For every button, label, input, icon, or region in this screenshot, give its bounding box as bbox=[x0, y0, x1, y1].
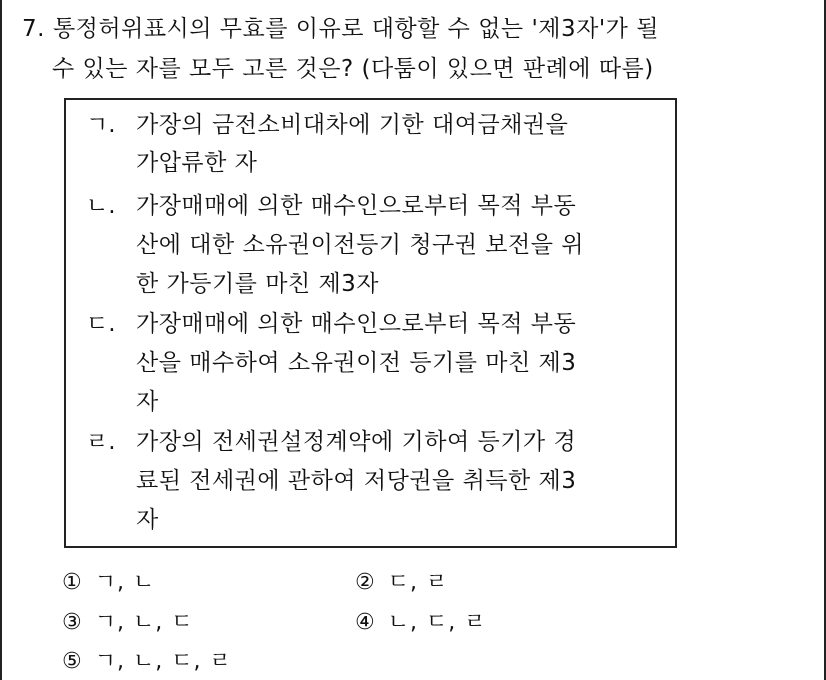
choice-2-text: ㄷ, ㄹ bbox=[387, 570, 449, 595]
choice-4[interactable] bbox=[355, 609, 486, 637]
item-c-line-2: 산을 매수하여 소유권이전 등기를 마친 제3 bbox=[136, 350, 577, 376]
choice-3-number: ③ bbox=[62, 610, 83, 635]
choice-1-text: ㄱ, ㄴ bbox=[94, 570, 156, 595]
choice-4-text: ㄴ, ㄷ, ㄹ bbox=[387, 610, 487, 635]
choice-3[interactable] bbox=[62, 609, 193, 637]
item-b-line-1: 가장매매에 의한 매수인으로부터 목적 부동 bbox=[136, 193, 577, 219]
item-b-line-2: 산에 대한 소유권이전등기 청구권 보전을 위 bbox=[136, 232, 584, 258]
choice-3-text: ㄱ, ㄴ, ㄷ bbox=[94, 610, 194, 635]
choice-5-text: ㄱ, ㄴ, ㄷ, ㄹ bbox=[94, 649, 232, 674]
item-d-line-3: 자 bbox=[136, 507, 159, 533]
choice-2-number: ② bbox=[355, 570, 376, 595]
choice-1[interactable] bbox=[62, 569, 155, 597]
question-text-2: 수 있는 자를 모두 고른 것은? (다툼이 있으면 판례에 따름) bbox=[52, 56, 654, 82]
page-border-left bbox=[0, 0, 2, 680]
item-b-line-3: 한 가등기를 마친 제3자 bbox=[136, 271, 380, 297]
items-box bbox=[64, 98, 677, 548]
question-text-1: 통정허위표시의 무효를 이유로 대항할 수 없는 '제3자'가 될 bbox=[52, 16, 659, 42]
item-marker-c: ㄷ. bbox=[86, 311, 116, 337]
choice-5[interactable] bbox=[62, 648, 232, 676]
choice-2[interactable] bbox=[355, 569, 448, 597]
item-a-line-2: 가압류한 자 bbox=[136, 150, 258, 176]
choice-4-number: ④ bbox=[355, 610, 376, 635]
question-number: 7. bbox=[22, 16, 45, 42]
item-marker-d: ㄹ. bbox=[86, 429, 116, 455]
item-c-line-1: 가장매매에 의한 매수인으로부터 목적 부동 bbox=[136, 311, 577, 337]
choice-1-number: ① bbox=[62, 570, 83, 595]
item-d-line-1: 가장의 전세권설정계약에 기하여 등기가 경 bbox=[136, 429, 577, 455]
item-a-line-1: 가장의 금전소비대차에 기한 대여금채권을 bbox=[136, 112, 569, 138]
item-c-line-3: 자 bbox=[136, 389, 159, 415]
item-marker-b: ㄴ. bbox=[86, 193, 116, 219]
question-line-1 bbox=[22, 14, 659, 44]
item-marker-a: ㄱ. bbox=[86, 112, 116, 138]
item-d-line-2: 료된 전세권에 관하여 저당권을 취득한 제3 bbox=[136, 468, 577, 494]
choice-5-number: ⑤ bbox=[62, 649, 83, 674]
